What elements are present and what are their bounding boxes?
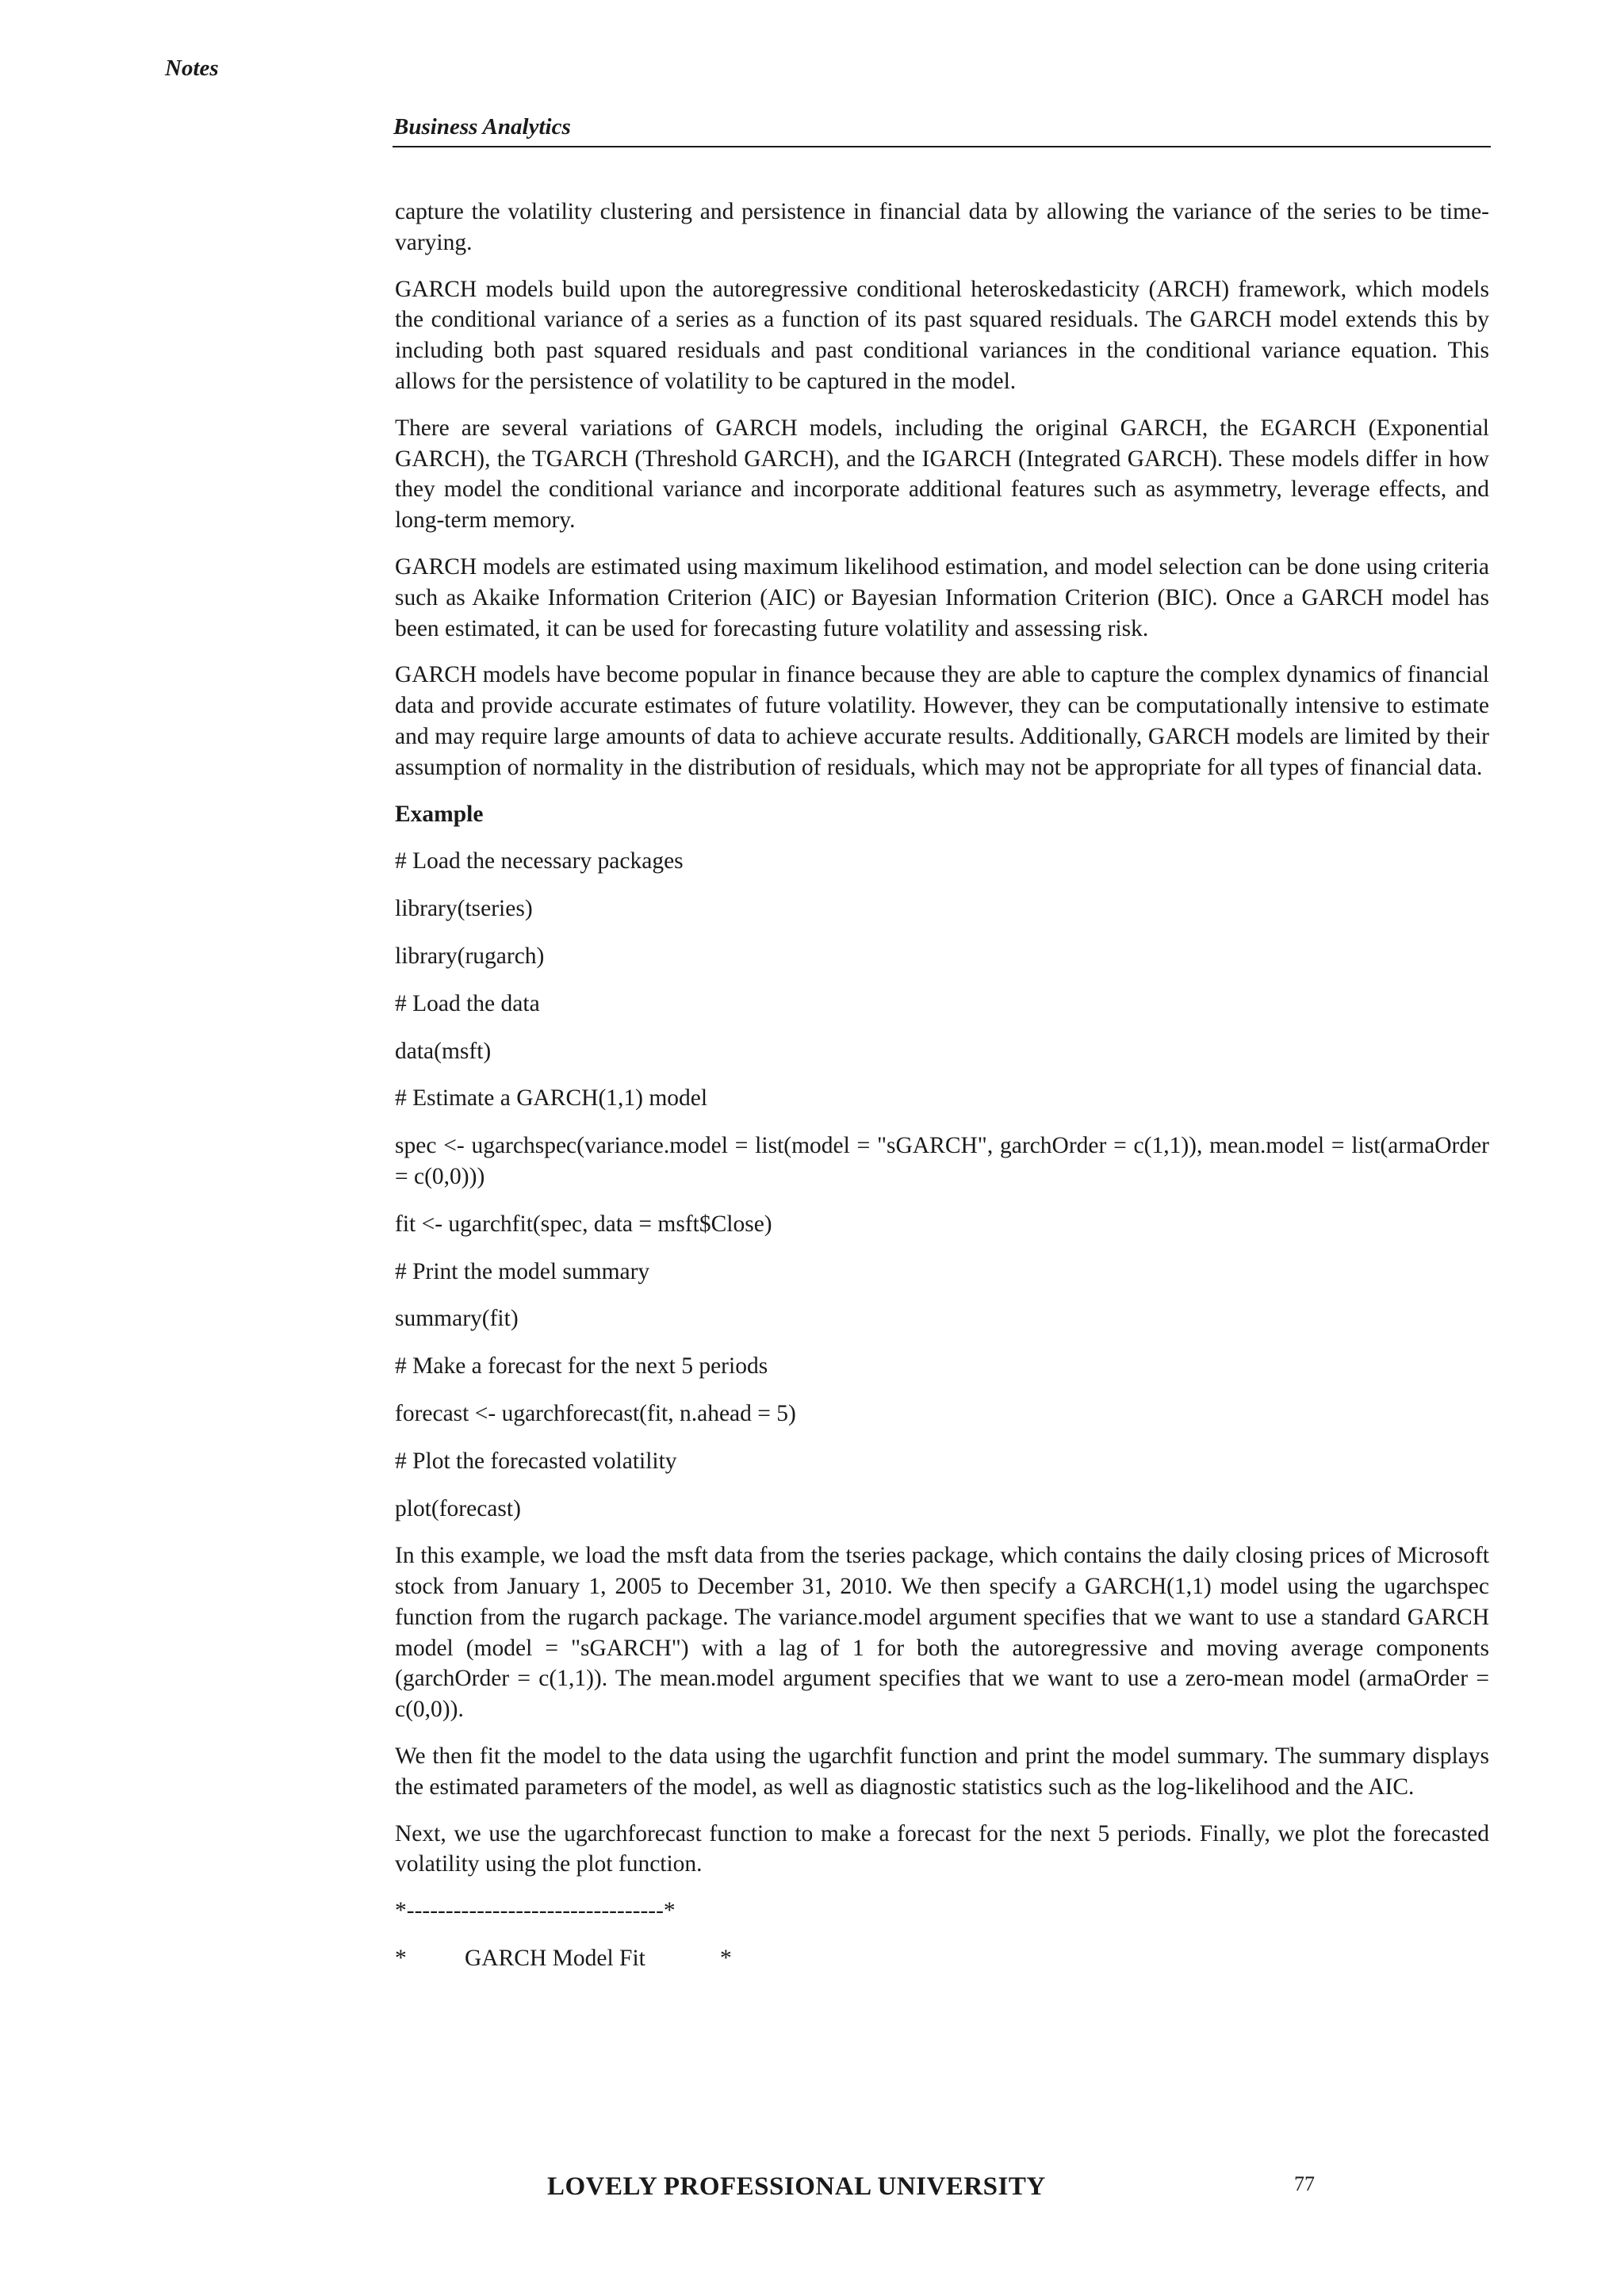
body-paragraph: There are several variations of GARCH models, including the original GARCH, the EGARCH (Exponential GARCH), the TGARCH (Threshold GARCH), and the IGARCH (Integrated GARCH). These models differ in how they model the conditional variance and incorporate additional features such as asymmetry, leverage effects, and long-term memory.: [395, 415, 1489, 534]
code-line: forecast <- ugarchforecast(fit, n.ahead = 5): [395, 1400, 796, 1426]
code-line: library(tseries): [395, 896, 533, 922]
code-line: # Make a forecast for the next 5 periods: [395, 1353, 768, 1380]
output-title-line: [395, 1943, 1489, 1974]
header-rule: [393, 146, 1491, 147]
code-line: fit <- ugarchfit(spec, data = msft$Close): [395, 1211, 772, 1237]
body-paragraph: GARCH models have become popular in finance because they are able to capture the complex dynamics of financial data and provide accurate estimates of future volatility. However, they can be computationally intensive to estimate and may require large amounts of data to achieve accurate results. Additionally, GARCH models are limited by their assumption of normality in the distribution of residuals, which may not be appropriate for all types of financial data.: [395, 662, 1489, 780]
running-header-title: Business Analytics: [393, 114, 571, 140]
output-border-line: *---------------------------------*: [395, 1898, 676, 1924]
body-paragraph: capture the volatility clustering and persistence in financial data by allowing the variance of the series to be time-varying.: [395, 199, 1489, 255]
body-paragraph: We then fit the model to the data using the ugarchfit function and print the model summary. The summary displays the estimated parameters of the model, as well as diagnostic statistics such as the log-likelihood and the AIC.: [395, 1743, 1489, 1800]
page-body: [395, 197, 1489, 1991]
body-paragraph: GARCH models are estimated using maximum likelihood estimation, and model selection can be done using criteria such as Akaike Information Criterion (AIC) or Bayesian Information Criterion (BIC). Once a GARCH model has been estimated, it can be used for forecasting future volatility and assessing risk.: [395, 553, 1489, 641]
code-line: library(rugarch): [395, 943, 545, 969]
example-heading: Example: [395, 801, 484, 827]
code-line: plot(forecast): [395, 1495, 521, 1521]
body-paragraph: Next, we use the ugarchforecast function to make a forecast for the next 5 periods. Finally, we plot the forecasted volatility using the plot function.: [395, 1820, 1489, 1877]
output-star-left: *: [395, 1946, 407, 1972]
code-line: # Estimate a GARCH(1,1) model: [395, 1085, 708, 1112]
footer-university: LOVELY PROFESSIONAL UNIVERSITY: [547, 2172, 1046, 2201]
output-title: GARCH Model Fit: [465, 1946, 645, 1972]
margin-notes-label: Notes: [165, 55, 219, 81]
output-star-right: *: [720, 1946, 732, 1972]
code-line: # Load the necessary packages: [395, 848, 684, 874]
body-paragraph: GARCH models build upon the autoregressive conditional heteroskedasticity (ARCH) framework, which models the conditional variance of a series as a function of its past squared residuals. The GARCH model extends this by including both past squared residuals and past conditional variances in the conditional variance equation. This allows for the persistence of volatility to be captured in the model.: [395, 276, 1489, 394]
code-line: summary(fit): [395, 1306, 519, 1332]
code-line: # Print the model summary: [395, 1258, 650, 1284]
code-line: spec <- ugarchspec(variance.model = list(model = "sGARCH", garchOrder = c(1,1)), mean.model = list(armaOrder = c(0,0))): [395, 1133, 1489, 1189]
page-number: 77: [1294, 2172, 1315, 2195]
code-line: data(msft): [395, 1038, 492, 1064]
body-paragraph: In this example, we load the msft data from the tseries package, which contains the daily closing prices of Microsoft stock from January 1, 2005 to December 31, 2010. We then specify a GARCH(1,1) model using the ugarchspec function from the rugarch package. The variance.model argument specifies that we want to use a standard GARCH model (model = "sGARCH") with a lag of 1 for both the autoregressive and moving average components (garchOrder = c(1,1)). The mean.model argument specifies that we want to use a zero-mean model (armaOrder = c(0,0)).: [395, 1543, 1489, 1723]
code-line: # Plot the forecasted volatility: [395, 1448, 677, 1474]
code-line: # Load the data: [395, 990, 540, 1016]
